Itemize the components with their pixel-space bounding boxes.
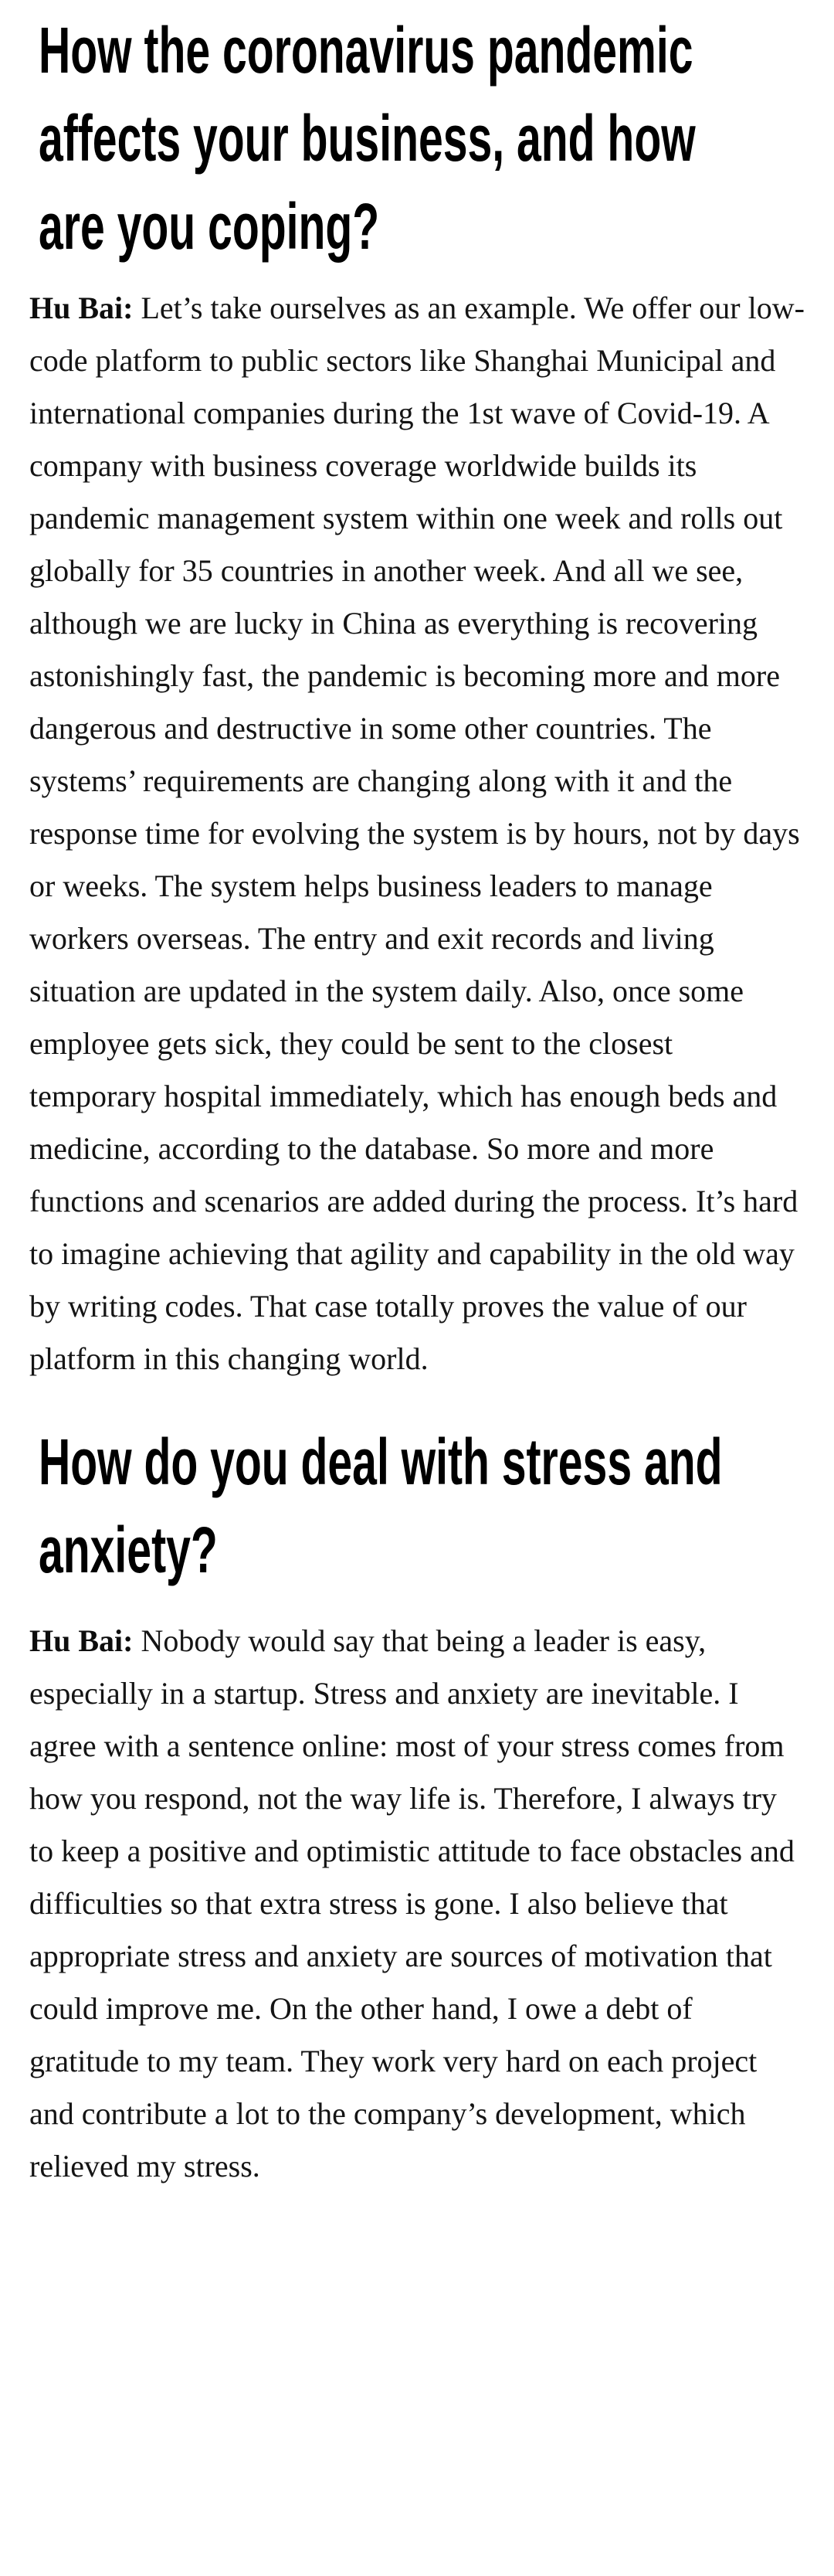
heading-line: How do you deal with stress and [39,1426,723,1498]
paragraph-pandemic-impact [29,282,805,1385]
paragraph-text: Nobody would say that being a leader is easy, especially in a startup. Stress and anxiety are inevitable. I agree with a sentence online: most of your stress comes from how you respond, not the way life is. Therefore, I always try to keep a positive and optimistic attitude to face obstacles and difficulties so that extra stress is gone. I also believe that appropriate stress and anxiety are sources of motivation that could improve me. On the other hand, I owe a debt of gratitude to my team. They work very hard on each project and contribute a lot to the company’s development, which relieved my stress. [29,1623,795,2183]
heading-line: anxiety? [39,1514,218,1586]
heading-line: are you coping? [39,190,380,263]
paragraph-text: Let’s take ourselves as an example. We offer our low-code platform to public sectors like Shanghai Municipal and international companies during the 1st wave of Covid-19. A company with business coverage worldwide builds its pandemic management system within one week and rolls out globally for 35 countries in another week. And all we see, although we are lucky in China as everything is recovering astonishingly fast, the pandemic is becoming more and more dangerous and destructive in some other countries. The systems’ requirements are changing along with it and the response time for evolving the system is by hours, not by days or weeks. The system helps business leaders to manage workers overseas. The entry and exit records and living situation are updated in the system daily. Also, once some employee gets sick, they could be sent to the closest temporary hospital immediately, which has enough beds and medicine, according to the database. So more and more functions and scenarios are added during the process. It’s hard to imagine achieving that agility and capability in the old way by writing codes. That case totally proves the value of our platform in this changing world. [29,291,805,1376]
section-heading-pandemic-impact [39,0,805,270]
heading-line: How the coronavirus pandemic [39,14,693,87]
speaker-label: Hu Bai: [29,1623,134,1658]
section-heading-stress-anxiety [39,1418,805,1594]
paragraph-stress-anxiety [29,1615,805,2193]
heading-line: affects your business, and how [39,102,696,175]
speaker-label: Hu Bai: [29,291,134,325]
